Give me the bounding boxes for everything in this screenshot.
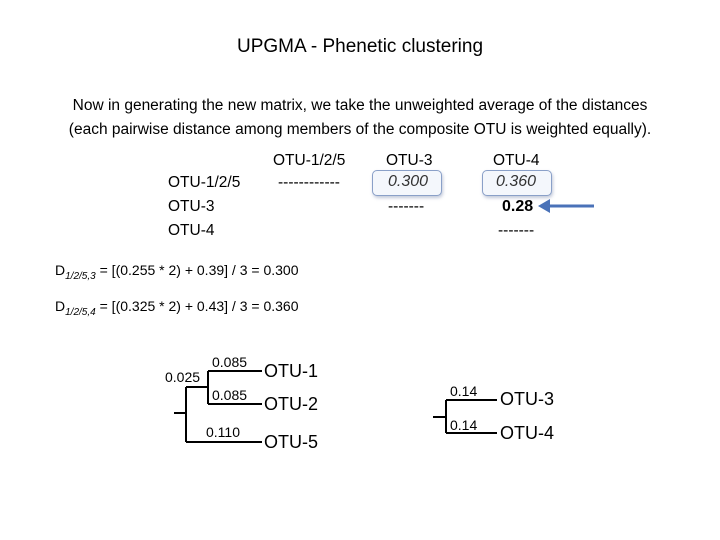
intro-line-2: (each pairwise distance among members of the composite OTU is weighted equally). [68, 121, 652, 138]
matrix-cell-r2c3: 0.28 [502, 198, 534, 215]
col-header-otu-125: OTU-1/2/5 [273, 152, 346, 169]
equation-1 [55, 262, 298, 282]
equation-2-subscript: 1/2/5,4 [65, 306, 96, 318]
matrix-cell-r1c3: 0.360 [496, 173, 537, 190]
equation-2-lhs: D [55, 298, 66, 314]
row-header-otu-125: OTU-1/2/5 [168, 174, 241, 191]
tree-left-root-branch: 0.025 [165, 369, 201, 385]
tree-left-leaf-2: OTU-2 [264, 394, 318, 414]
col-header-otu-3: OTU-3 [386, 152, 433, 169]
equation-1-rhs: = [(0.255 * 2) + 0.39] / 3 = 0.300 [99, 262, 299, 278]
col-header-otu-4: OTU-4 [493, 152, 540, 169]
equation-2 [55, 298, 298, 318]
equation-1-lhs: D [55, 262, 66, 278]
row-header-otu-3: OTU-3 [168, 198, 215, 215]
matrix-cell-r1c2: 0.300 [388, 173, 429, 190]
equation-1-subscript: 1/2/5,3 [65, 270, 96, 282]
tree-right-leaf-1: OTU-3 [500, 389, 554, 409]
tree-left-leaf-1: OTU-1 [264, 361, 318, 381]
tree-left-branch-1: 0.085 [212, 354, 248, 370]
equation-2-rhs: = [(0.325 * 2) + 0.43] / 3 = 0.360 [99, 298, 299, 314]
slide-title: UPGMA - Phenetic clustering [236, 36, 484, 57]
tree-left-leaf-3: OTU-5 [264, 432, 318, 452]
matrix-diagonal-3: ------- [498, 222, 535, 239]
tree-left-branch-3: 0.110 [206, 424, 240, 440]
tree-right-leaf-2: OTU-4 [500, 423, 554, 443]
matrix-diagonal-1: ------------ [278, 174, 340, 191]
highlight-arrow [538, 196, 598, 216]
tree-right-branch-2: 0.14 [450, 417, 478, 433]
intro-line-1: Now in generating the new matrix, we take the unweighted average of the distances [72, 97, 648, 114]
row-header-otu-4: OTU-4 [168, 222, 215, 239]
matrix-diagonal-2: ------- [388, 198, 425, 215]
tree-left-branch-2: 0.085 [212, 387, 248, 403]
intro-text [0, 94, 720, 142]
tree-right-branch-1: 0.14 [450, 383, 478, 399]
